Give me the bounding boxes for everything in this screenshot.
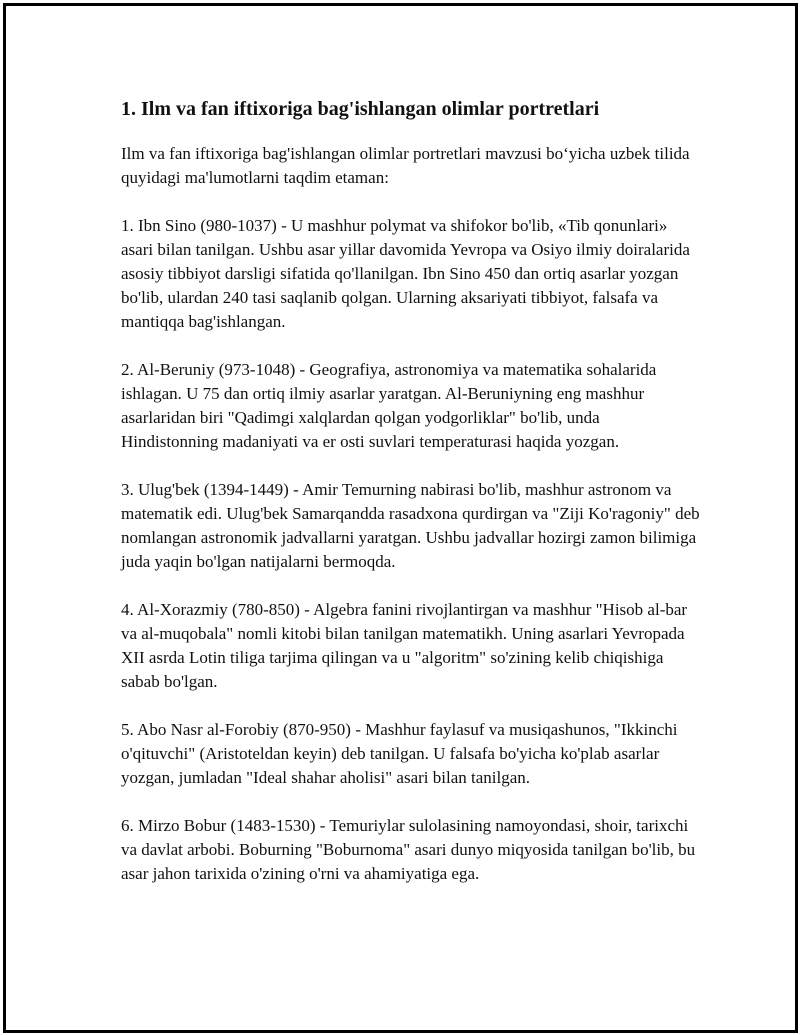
scientist-paragraph-ibn-sino: 1. Ibn Sino (980-1037) - U mashhur polymat va shifokor bo'lib, «Tib qonunlari» asari bilan tanilgan. Ushbu asar yillar davomida Yevropa va Osiyo ilmiy doiralarida asosiy tibbiyot darsligi sifatida qo'llanilgan. Ibn Sino 450 dan ortiq asarlar yozgan bo'lib, ulardan 240 tasi saqlanib qolgan. Ularning aksariyati tibbiyot, falsafa va mantiqqa bag'ishlangan. [121, 216, 690, 331]
document-title: 1. Ilm va fan iftixoriga bag'ishlangan olimlar portretlari [121, 98, 600, 120]
scientist-paragraph-al-xorazmiy: 4. Al-Xorazmiy (780-850) - Algebra fanini rivojlantirgan va mashhur "Hisob al-bar va al-muqobala" nomli kitobi bilan tanilgan matematikh. Uning asarlari Yevropada XII asrda Lotin tiliga tarjima qilingan va u "algoritm" so'zining kelib chiqishiga sabab bo'lgan. [121, 600, 688, 691]
scientist-paragraph-al-forobiy: 5. Abo Nasr al-Forobiy (870-950) - Mashhur faylasuf va musiqashunos, "Ikkinchi o'qituvchi" (Aristoteldan keyin) deb tanilgan. U falsafa bo'yicha ko'plab asarlar yozgan, jumladan "Ideal shahar aholisi" asari bilan tanilgan. [121, 720, 678, 787]
page-frame [3, 3, 798, 1033]
scientist-paragraph-mirzo-bobur: 6. Mirzo Bobur (1483-1530) - Temuriylar sulolasining namoyondasi, shoir, tarixchi va davlat arbobi. Boburning "Boburnoma" asari dunyo miqyosida tanilgan bo'lib, bu asar jahon tarixida o'zining o'rni va ahamiyatiga ega. [121, 816, 696, 883]
intro-paragraph: Ilm va fan iftixoriga bag'ishlangan olimlar portretlari mavzusi bo‘yicha uzbek tilida quyidagi ma'lumotlarni taqdim etaman: [121, 144, 690, 187]
scientist-paragraph-ulugbek: 3. Ulug'bek (1394-1449) - Amir Temurning nabirasi bo'lib, mashhur astronom va matematik edi. Ulug'bek Samarqandda rasadxona qurdirgan va "Ziji Ko'ragoniy" deb nomlangan astronomik jadvallarni yaratgan. Ushbu jadvallar hozirgi zamon bilimiga juda yaqin bo'lgan natijalarni bermoqda. [121, 480, 700, 571]
document-body [121, 96, 701, 910]
scientist-paragraph-al-beruniy: 2. Al-Beruniy (973-1048) - Geografiya, astronomiya va matematika sohalarida ishlagan. U 75 dan ortiq ilmiy asarlar yaratgan. Al-Beruniyning eng mashhur asarlaridan biri "Qadimgi xalqlardan qolgan yodgorliklar" bo'lib, unda Hindistonning madaniyati va er osti suvlari temperaturasi haqida yozgan. [121, 360, 657, 451]
